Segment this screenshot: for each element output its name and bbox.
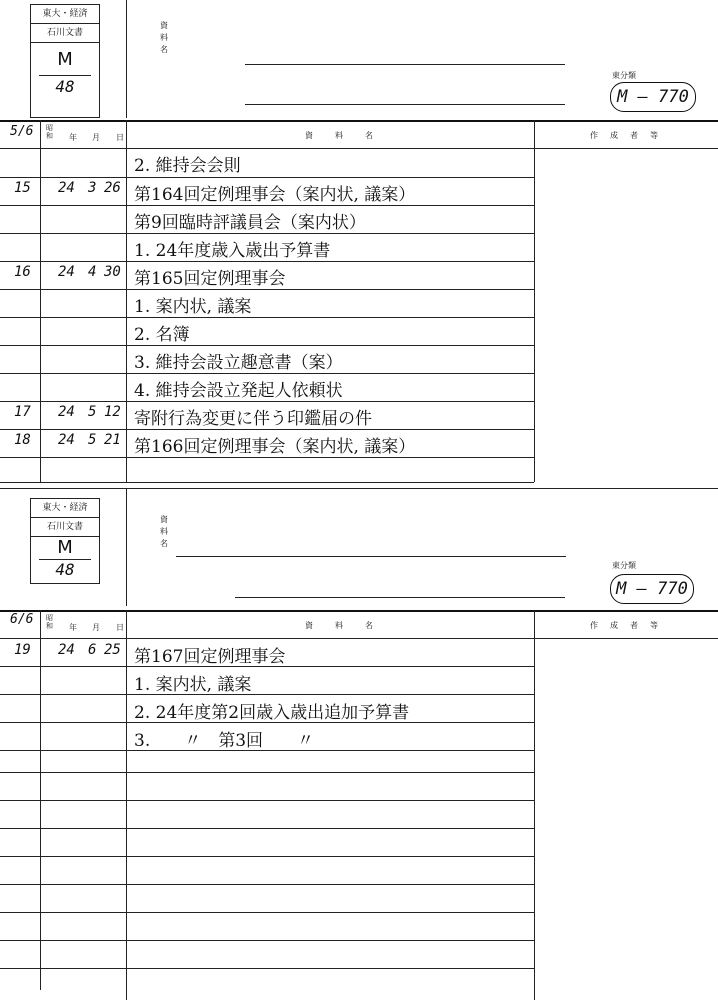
row-title: 2. 維持会会則 xyxy=(134,156,241,176)
row-rule xyxy=(0,940,534,941)
row-rule xyxy=(0,401,534,402)
sheet-top-rule xyxy=(0,488,718,489)
label-char: 名 xyxy=(160,45,168,54)
stamp-code-letter: M xyxy=(57,49,73,70)
row-year: 24 xyxy=(58,404,75,420)
stamp-code-number: 48 xyxy=(55,77,75,96)
row-rule xyxy=(0,345,534,346)
row-rule xyxy=(0,884,534,885)
header-day: 日 xyxy=(116,133,124,142)
row-title: 寄附行為変更に伴う印鑑届の件 xyxy=(134,409,372,429)
row-title: 4. 維持会設立発起人依頼状 xyxy=(134,381,343,401)
row-rule xyxy=(0,429,534,430)
row-rule xyxy=(0,694,534,695)
row-day: 30 xyxy=(104,264,121,280)
row-rule xyxy=(0,261,534,262)
row-year: 24 xyxy=(58,180,75,196)
class-number-oval: M — 770 xyxy=(610,82,696,112)
row-rule xyxy=(0,968,534,969)
header-year: 年 xyxy=(69,623,77,632)
col-no-line xyxy=(40,120,41,482)
margin-line xyxy=(126,0,127,118)
label-char: 資 xyxy=(160,21,168,30)
header-showa: 昭和 xyxy=(46,614,53,630)
stamp-collection: 石川文書 xyxy=(31,24,99,43)
col-author-line xyxy=(534,610,535,1000)
row-day: 21 xyxy=(104,432,121,448)
row-month: 5 xyxy=(88,432,97,448)
row-title: 第165回定例理事会 xyxy=(134,269,286,289)
label-char: 料 xyxy=(160,527,168,536)
row-title: 第164回定例理事会（案内状, 議案） xyxy=(134,185,416,205)
row-year: 24 xyxy=(58,264,75,280)
stamp-org: 東大・経済 xyxy=(31,5,99,24)
row-rule xyxy=(0,772,534,773)
row-year: 24 xyxy=(58,642,75,658)
row-rule xyxy=(0,457,534,458)
col-author-line xyxy=(534,120,535,482)
row-rule xyxy=(0,177,534,178)
header-author: 作 成 者 等 xyxy=(590,621,660,630)
stamp-collection: 石川文書 xyxy=(31,518,99,537)
label-char: 名 xyxy=(160,539,168,548)
header-top-rule xyxy=(0,120,718,122)
margin-line xyxy=(126,488,127,606)
row-no: 18 xyxy=(14,432,31,448)
row-title: 1. 案内状, 議案 xyxy=(134,297,252,317)
label-char: 資 xyxy=(160,515,168,524)
row-year: 24 xyxy=(58,432,75,448)
row-title: 3. 〃 第3回 〃 xyxy=(134,731,315,751)
row-no: 15 xyxy=(14,180,31,196)
stamp-org: 東大・経済 xyxy=(31,499,99,518)
sheet-bottom-rule xyxy=(0,482,534,483)
class-label: 東分類 xyxy=(612,71,636,80)
row-title: 2. 24年度第2回歳入歳出追加予算書 xyxy=(134,703,410,723)
page-mark: 6/6 xyxy=(10,612,34,627)
row-rule xyxy=(0,856,534,857)
class-number-oval: M — 770 xyxy=(610,574,694,604)
row-month: 3 xyxy=(88,180,97,196)
page-mark: 5/6 xyxy=(10,124,34,139)
row-rule xyxy=(0,800,534,801)
doc-name-underline xyxy=(245,64,565,65)
row-title: 第167回定例理事会 xyxy=(134,647,286,667)
doc-name-underline xyxy=(176,556,566,557)
label-char: 料 xyxy=(160,33,168,42)
doc-name-underline-2 xyxy=(245,104,565,105)
stamp-code-letter: M xyxy=(57,537,73,558)
row-month: 5 xyxy=(88,404,97,420)
header-bottom-rule xyxy=(0,638,718,639)
row-title: 第9回臨時評議員会（案内状） xyxy=(134,213,366,233)
row-rule xyxy=(0,233,534,234)
header-month: 月 xyxy=(92,623,100,632)
col-date-line xyxy=(126,120,127,482)
row-month: 4 xyxy=(88,264,97,280)
col-date-line xyxy=(126,610,127,1000)
header-bottom-rule xyxy=(0,148,718,149)
row-day: 25 xyxy=(104,642,121,658)
class-label: 東分類 xyxy=(612,561,636,570)
doc-name-underline-2 xyxy=(235,597,565,598)
header-year: 年 xyxy=(69,133,77,142)
row-title: 1. 24年度歳入歳出予算書 xyxy=(134,241,331,261)
row-rule xyxy=(0,912,534,913)
row-title: 第166回定例理事会（案内状, 議案） xyxy=(134,437,416,457)
row-rule xyxy=(0,289,534,290)
header-doc-name: 資 料 名 xyxy=(305,131,375,140)
header-month: 月 xyxy=(92,133,100,142)
header-top-rule xyxy=(0,610,718,612)
row-no: 16 xyxy=(14,264,31,280)
doc-name-label xyxy=(160,514,170,550)
row-rule xyxy=(0,828,534,829)
header-doc-name: 資 料 名 xyxy=(305,621,375,630)
header-showa: 昭和 xyxy=(46,124,53,140)
row-day: 12 xyxy=(104,404,121,420)
header-day: 日 xyxy=(116,623,124,632)
row-day: 26 xyxy=(104,180,121,196)
archive-stamp xyxy=(30,4,100,118)
row-rule xyxy=(0,373,534,374)
row-rule xyxy=(0,205,534,206)
doc-name-label xyxy=(160,20,170,56)
archive-stamp xyxy=(30,498,100,584)
stamp-divider xyxy=(39,75,91,76)
header-author: 作 成 者 等 xyxy=(590,131,660,140)
stamp-code-number: 48 xyxy=(55,560,75,579)
row-no: 17 xyxy=(14,404,31,420)
row-title: 2. 名簿 xyxy=(134,325,190,345)
row-no: 19 xyxy=(14,642,31,658)
row-title: 1. 案内状, 議案 xyxy=(134,675,252,695)
row-rule xyxy=(0,317,534,318)
row-title: 3. 維持会設立趣意書（案） xyxy=(134,353,343,373)
row-month: 6 xyxy=(88,642,97,658)
